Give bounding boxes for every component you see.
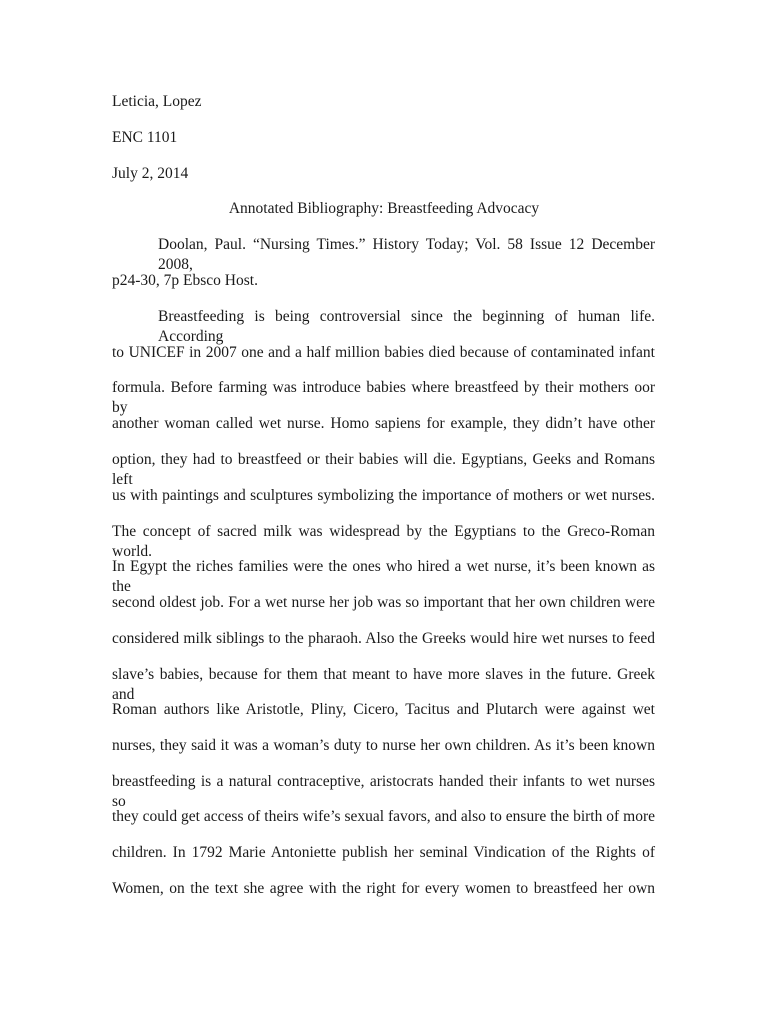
body-line: second oldest job. For a wet nurse her job was so important that her own children were [112,594,655,611]
body-line: nurses, they said it was a woman’s duty to nurse her own children. As it’s been known [112,737,655,754]
body-line: us with paintings and sculptures symbolizing the importance of mothers or wet nurses. [112,487,655,504]
course-code: ENC 1101 [112,129,178,146]
body-line: The concept of sacred milk was widespread by the Egyptians to the Greco-Roman world. [112,523,655,560]
body-line: Women, on the text she agree with the right for every women to breastfeed her own [112,880,655,897]
document-title: Annotated Bibliography: Breastfeeding Advocacy [228,200,540,217]
body-line: formula. Before farming was introduce babies where breastfeed by their mothers oor by [112,379,655,416]
body-line: to UNICEF in 2007 one and a half million babies died because of contaminated infant [112,344,655,361]
document-date: July 2, 2014 [112,165,189,182]
body-line: they could get access of theirs wife’s sexual favors, and also to ensure the birth of more [112,808,655,825]
body-line: breastfeeding is a natural contraceptive, aristocrats handed their infants to wet nurses so [112,773,655,810]
author-name: Leticia, Lopez [112,93,202,110]
body-line: slave’s babies, because for them that meant to have more slaves in the future. Greek and [112,666,655,703]
citation-line: Doolan, Paul. “Nursing Times.” History Today; Vol. 58 Issue 12 December 2008, [158,236,655,273]
citation-line: p24-30, 7p Ebsco Host. [112,272,258,289]
body-line: In Egypt the riches families were the ones who hired a wet nurse, it’s been known as the [112,558,655,595]
body-line: considered milk siblings to the pharaoh. Also the Greeks would hire wet nurses to feed [112,630,655,647]
body-line: Roman authors like Aristotle, Pliny, Cicero, Tacitus and Plutarch were against wet [112,701,655,718]
body-line: children. In 1792 Marie Antoniette publish her seminal Vindication of the Rights of [112,844,655,861]
body-line: another woman called wet nurse. Homo sapiens for example, they didn’t have other [112,415,655,432]
body-line: Breastfeeding is being controversial since the beginning of human life. According [158,308,655,345]
body-line: option, they had to breastfeed or their babies will die. Egyptians, Geeks and Romans left [112,451,655,488]
